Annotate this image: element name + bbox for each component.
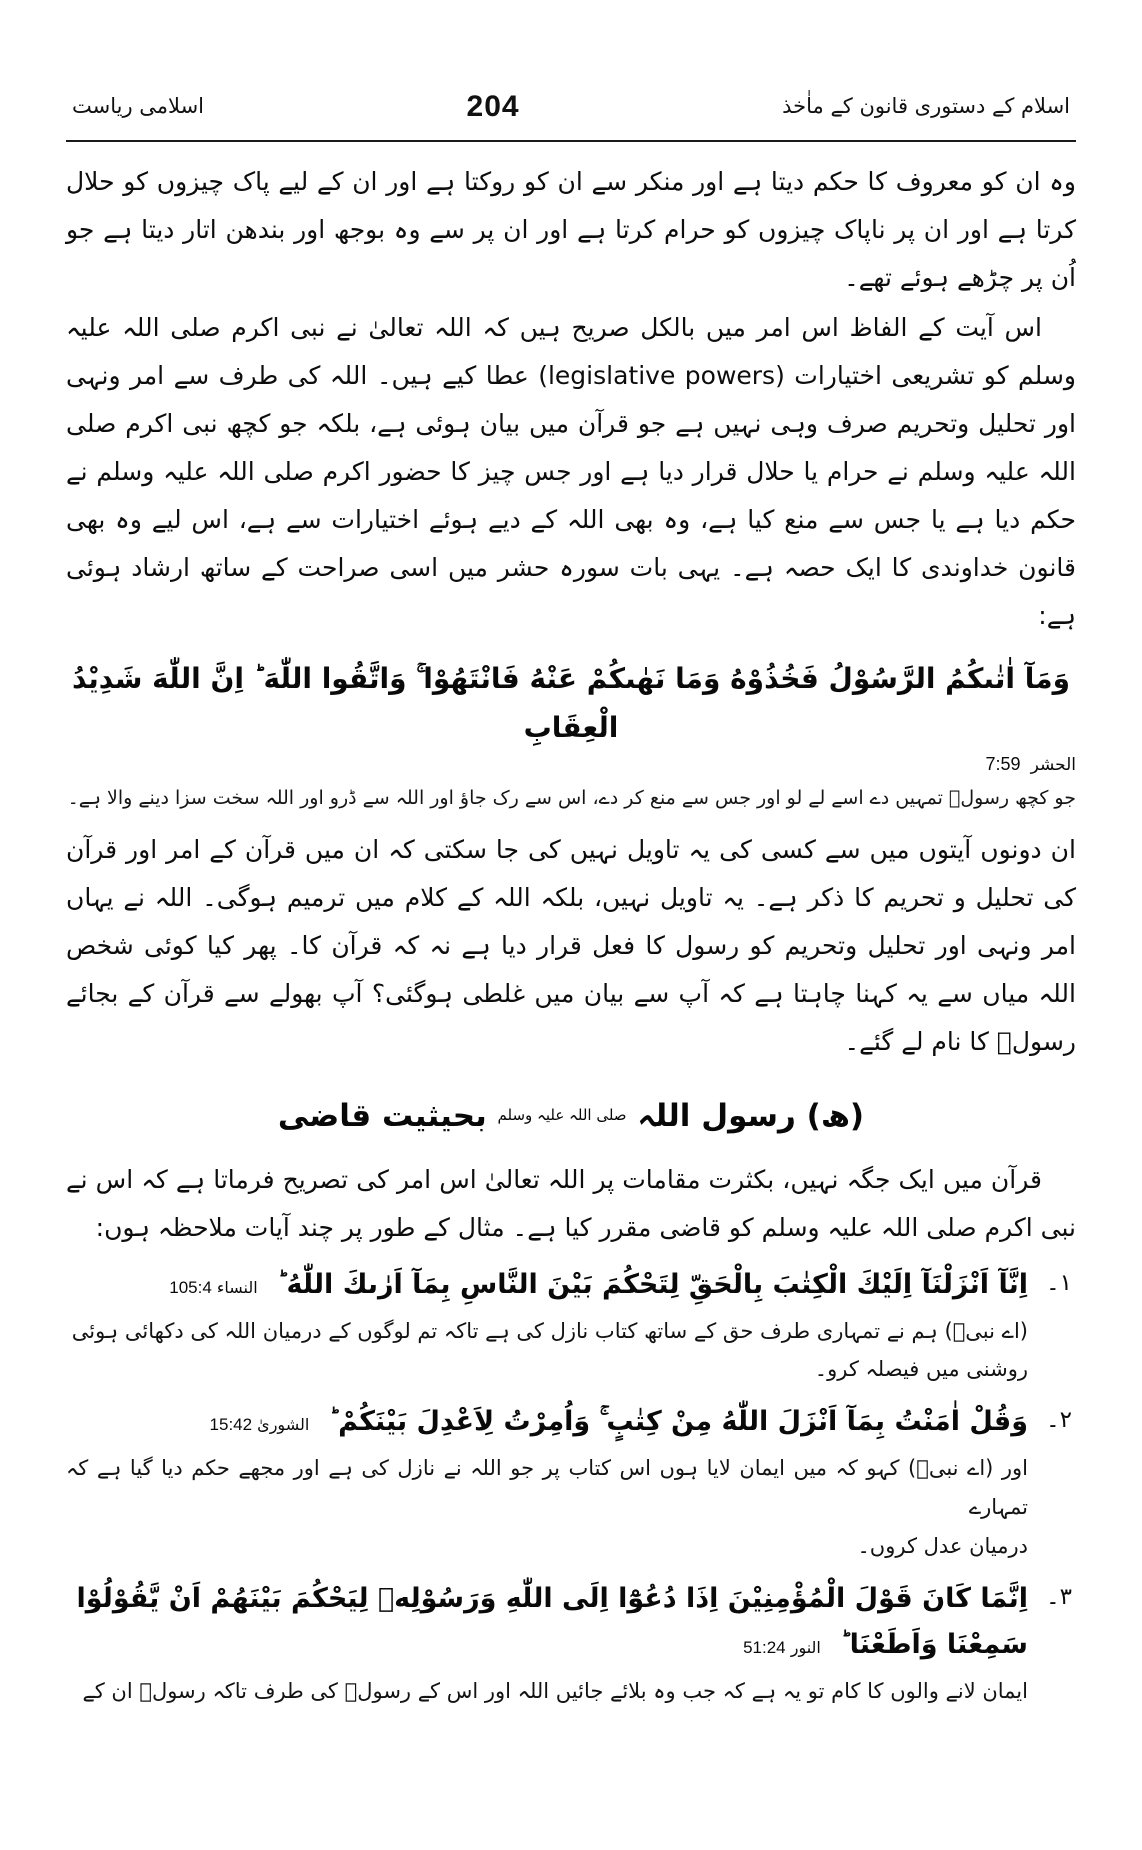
- ayah-arabic-text: اِنَّآ اَنْزَلْنَآ اِلَيْكَ الْكِتٰبَ بِالْحَقِّ لِتَحْكُمَ بَيْنَ النَّاسِ بِمَآ اَرٰىكَ اللّٰهُ ؕ: [277, 1268, 1028, 1300]
- header-divider: [66, 140, 1076, 142]
- page-body: [66, 158, 1076, 1810]
- ayah-number: ۳۔: [1046, 1583, 1072, 1610]
- ayah-translation: اور (اے نبیؐ) کہو کہ میں ایمان لایا ہوں اس کتاب پر جو اللہ نے نازل کی ہے اور مجھے حکم دیا گیا ہے کہ تمہارے: [66, 1456, 1028, 1520]
- verse-translation: جو کچھ رسولؐ تمہیں دے اسے لے لو اور جس سے منع کر دے، اس سے رک جاؤ اور اللہ سے ڈرو اور اللہ سخت سزا دینے والا ہے۔: [67, 787, 1076, 809]
- ayah-number: ۲۔: [1046, 1407, 1072, 1434]
- ayah-arabic: [66, 1262, 1028, 1308]
- verse-reference-number: 7:59: [985, 754, 1021, 774]
- paragraph: وہ ان کو معروف کا حکم دیتا ہے اور منکر سے ان کو روکتا ہے اور ان کے لیے پاک چیزوں کو حلال کرتا ہے اور ان پر ناپاک چیزوں کو حرام کرتا ہے اور ان پر سے وہ بوجھ اور بندھن اتار دیتا ہے جو اُن پر چڑھے ہوئے تھے۔: [66, 167, 1076, 292]
- ayah-citation: [169, 1274, 257, 1303]
- paragraph: قرآن میں ایک جگہ نہیں، بکثرت مقامات پر اللہ تعالیٰ اس امر کی تصریح فرماتا ہے کہ اس نے نبی اکرم صلی اللہ علیہ وسلم کو قاضی مقرر کیا ہے۔ مثال کے طور پر چند آیات ملاحظہ ہوں:: [66, 1164, 1076, 1242]
- ayah-citation: [210, 1411, 310, 1440]
- ayah-number: ۱۔: [1046, 1269, 1072, 1296]
- section-heading-suffix: بحیثیت قاضی: [277, 1098, 487, 1135]
- ayah-citation-number: 51:24: [743, 1637, 786, 1657]
- verse-sura-name: الحشر: [1030, 755, 1076, 775]
- section-heading: [66, 1092, 1076, 1142]
- ayah-citation-sura: النساء: [216, 1277, 258, 1297]
- quran-verse-block: [66, 654, 1076, 816]
- ayah-citation-sura: الشوریٰ: [257, 1415, 310, 1435]
- ayah-translation: ایمان لانے والوں کا کام تو یہ ہے کہ جب وہ بلائے جائیں اللہ اور اس کے رسولؐ کی طرف تاکہ رسولؐ ان کے: [82, 1678, 1028, 1703]
- page-header: [72, 84, 1070, 130]
- chapter-title: اسلام کے دستوری قانون کے ماٰخذ: [782, 94, 1070, 119]
- paragraph: ان دونوں آیتوں میں سے کسی کی یہ تاویل نہیں کی جا سکتی کہ ان میں قرآن کے امر اور قرآن کی تحلیل و تحریم کا ذکر ہے۔ یہ تاویل نہیں، بلکہ اللہ کے کلام میں ترمیم ہوگی۔ اللہ نے یہاں امر ونہی اور تحلیل وتحریم کو رسول کا فعل قرار دیا ہے نہ کہ قرآن کا۔ پھر کیا کوئی شخص اللہ میاں سے یہ کہنا چاہتا ہے کہ آپ سے بیان میں غلطی ہوگئی؟ آپ بھولے سے قرآن کے بجائے رسولؐ کا نام لے گئے۔: [66, 835, 1076, 1057]
- section-heading-prefix: (ھ) رسول اللہ: [637, 1098, 865, 1135]
- ayah-arabic-text: وَقُلْ اٰمَنْتُ بِمَآ اَنْزَلَ اللّٰهُ مِنْ كِتٰبٍ ۚ وَاُمِرْتُ لِاَعْدِلَ بَيْنَكُمْ ؕ: [328, 1406, 1028, 1438]
- verse-reference: [66, 754, 1076, 775]
- ayah-body: [66, 1262, 1028, 1390]
- ayah-citation: [743, 1634, 821, 1663]
- list-item: [66, 1399, 1076, 1565]
- paragraph: اس آیت کے الفاظ اس امر میں بالکل صریح ہیں کہ اللہ تعالیٰ نے نبی اکرم صلی اللہ علیہ وسلم کو تشریعی اختیارات (legislative powers) عطا کیے ہیں۔ اللہ کی طرف سے امر ونہی اور تحلیل وتحریم صرف وہی نہیں ہے جو قرآن میں بیان ہوئی ہے، بلکہ جو کچھ نبی اکرم صلی اللہ علیہ وسلم نے حرام یا حلال قرار دیا ہے اور جس چیز کا حضور اکرم صلی اللہ علیہ وسلم نے حکم دیا ہے یا جس سے منع کیا ہے، وہ بھی اللہ کے دیے ہوئے اختیارات سے ہے، اس لیے وہ بھی قانون خداوندی کا ایک حصہ ہے۔ یہی بات سورہ حشر میں اسی صراحت کے ساتھ ارشاد ہوئی ہے:: [66, 313, 1076, 630]
- ayah-arabic: [66, 1576, 1028, 1668]
- ayah-translation: (اے نبیؐ) ہم نے تمہاری طرف حق کے ساتھ کتاب نازل کی ہے تاکہ تم لوگوں کے درمیان اللہ کی دکھائی ہوئی: [71, 1318, 1028, 1343]
- ayah-body: [66, 1576, 1028, 1711]
- ayah-translation-continued: درمیان عدل کروں۔: [857, 1533, 1028, 1558]
- ayah-arabic-text: اِنَّمَا كَانَ قَوْلَ الْمُؤْمِنِيْنَ اِذَا دُعُوْٓا اِلَى اللّٰهِ وَرَسُوْلِهٖ لِيَحْكُمَ بَيْنَهُمْ اَنْ يَّقُوْلُوْا سَمِعْنَا وَاَطَعْنَا ؕ: [76, 1582, 1028, 1660]
- ayah-citation-number: 15:42: [209, 1415, 253, 1435]
- ayah-citation-number: 105:4: [169, 1277, 212, 1297]
- page-number: 204: [466, 90, 520, 123]
- ayah-translation-continued: روشنی میں فیصلہ کرو۔: [814, 1357, 1028, 1382]
- list-item: [66, 1262, 1076, 1390]
- ayah-citation-sura: النور: [790, 1637, 821, 1657]
- section-heading-honorific: صلی اللہ علیہ وسلم: [497, 1106, 627, 1125]
- ayah-arabic: [66, 1399, 1028, 1445]
- ayah-body: [66, 1399, 1028, 1565]
- list-item: [66, 1576, 1076, 1711]
- book-title: اسلامی ریاست: [72, 94, 205, 119]
- verse-arabic: وَمَآ اٰتٰىكُمُ الرَّسُوْلُ فَخُذُوْهُ وَمَا نَهٰىكُمْ عَنْهُ فَانْتَهُوْا ۚ وَاتَّقُوا اللّٰهَ ؕ اِنَّ اللّٰهَ شَدِيْدُ الْعِقَابِ: [72, 662, 1070, 744]
